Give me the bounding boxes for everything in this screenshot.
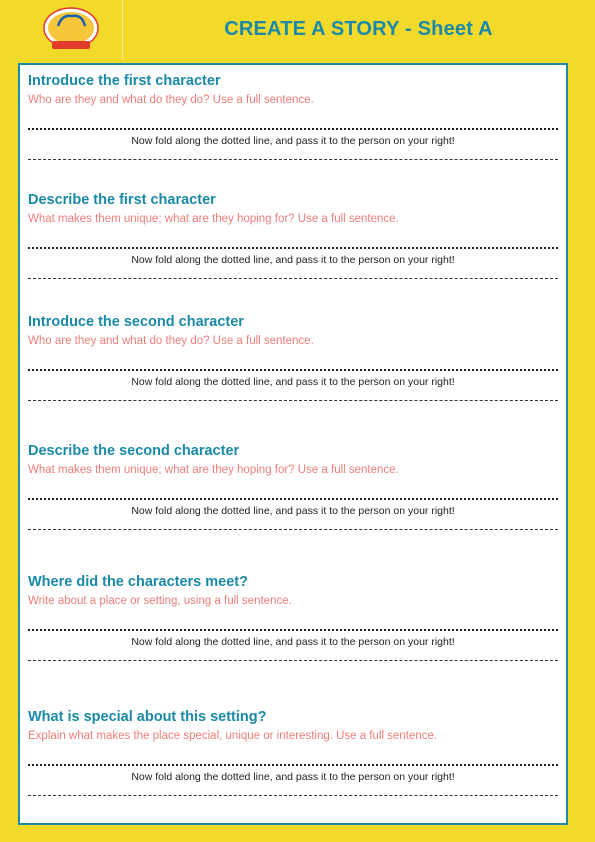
section-prompt: Who are they and what do they do? Use a full sentence. <box>28 94 314 106</box>
section-prompt: What makes them unique; what are they hoping for? Use a full sentence. <box>28 213 399 225</box>
dotted-fold-line <box>28 247 558 249</box>
dotted-fold-line <box>28 764 558 766</box>
fold-instruction: Now fold along the dotted line, and pass it to the person on your right! <box>131 636 455 648</box>
fold-instruction: Now fold along the dotted line, and pass it to the person on your right! <box>131 505 455 517</box>
section-heading: What is special about this setting? <box>28 709 267 725</box>
story-worksheet <box>18 63 568 825</box>
dashed-writing-line <box>28 400 558 401</box>
fold-instruction: Now fold along the dotted line, and pass it to the person on your right! <box>131 135 455 147</box>
page-title: CREATE A STORY - Sheet A <box>224 18 493 40</box>
section-heading: Describe the first character <box>28 192 216 208</box>
logo-area <box>0 0 123 60</box>
dashed-writing-line <box>28 529 558 530</box>
section-heading: Introduce the second character <box>28 314 244 330</box>
chicken-house-logo <box>42 6 100 54</box>
dotted-fold-line <box>28 498 558 500</box>
section-prompt: Who are they and what do they do? Use a full sentence. <box>28 335 314 347</box>
dashed-writing-line <box>28 660 558 661</box>
dotted-fold-line <box>28 128 558 130</box>
section-prompt: Write about a place or setting, using a full sentence. <box>28 595 292 607</box>
section-heading: Introduce the first character <box>28 73 221 89</box>
fold-instruction: Now fold along the dotted line, and pass it to the person on your right! <box>131 254 455 266</box>
dotted-fold-line <box>28 629 558 631</box>
dotted-fold-line <box>28 369 558 371</box>
fold-instruction: Now fold along the dotted line, and pass it to the person on your right! <box>131 771 455 783</box>
fold-instruction: Now fold along the dotted line, and pass it to the person on your right! <box>131 376 455 388</box>
section-prompt: What makes them unique; what are they hoping for? Use a full sentence. <box>28 464 399 476</box>
dashed-writing-line <box>28 159 558 160</box>
section-prompt: Explain what makes the place special, unique or interesting. Use a full sentence. <box>28 730 438 742</box>
section-heading: Where did the characters meet? <box>28 574 248 590</box>
section-heading: Describe the second character <box>28 443 240 459</box>
dashed-writing-line <box>28 795 558 796</box>
dashed-writing-line <box>28 278 558 279</box>
